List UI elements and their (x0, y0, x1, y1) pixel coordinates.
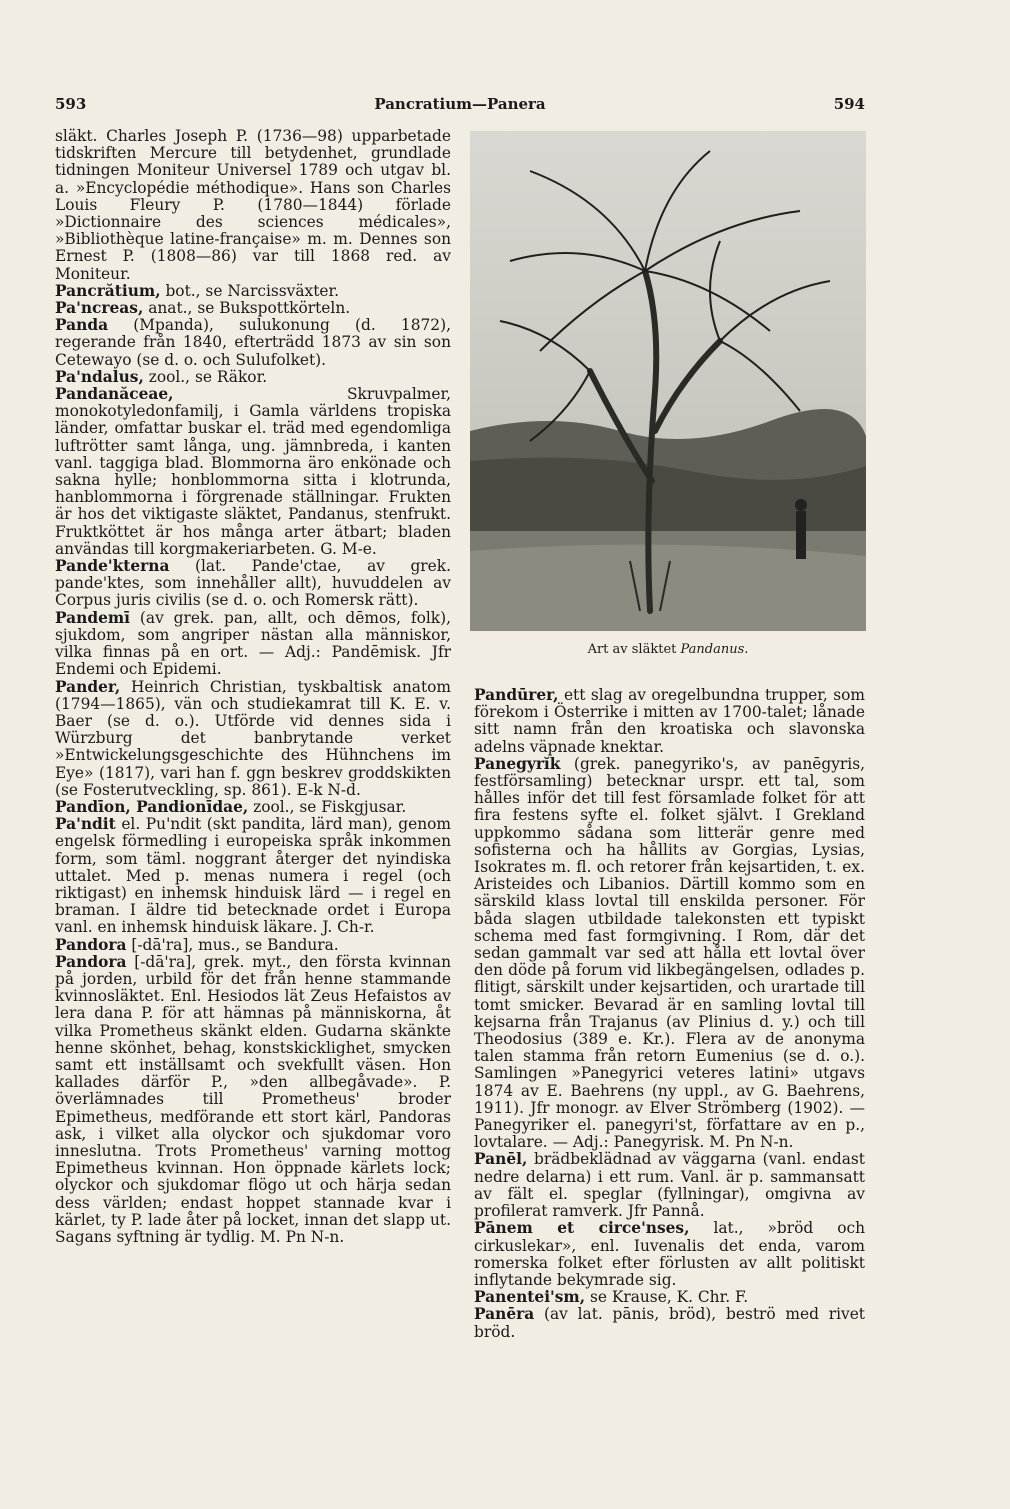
entry-text: (Mpanda), sulukonung (d. 1872), regerande från 1840, efterträdd 1873 av sin son Cetewayo (se d. o. och Sulufolket). (55, 316, 451, 369)
headword: Pander, (55, 677, 121, 696)
entry-text: Heinrich Christian, tyskbaltisk anatom (1794—1865), vän och studiekamrat till K. E. v. Baer (se d. o.). Utförde vid dennes sida i Würzburg det banbrytande verket »Entwickelungsgeschichte des Hühnchens im Eye» (1817), vari han f. ggn beskrev groddskikten (se Fosterutveckling, sp. 861). E-k N-d. (55, 677, 451, 799)
entry-text: (av lat. pānis, bröd), beströ med rivet bröd. (474, 1305, 865, 1341)
entry-text: el. Pu'ndit (skt pandita, lärd man), genom engelsk förmedling i europeiska språk inkommen form, som täml. noggrant återger det nyindiska uttalet. Med p. menas numera i regel (och riktigast) en inhemsk hinduisk lärd — i regel en braman. I äldre tid betecknade ordet i Europa vanl. en inhemsk hinduisk läkare. J. Ch-r. (55, 815, 451, 937)
dictionary-entry (55, 610, 451, 679)
dictionary-entry (55, 954, 451, 1246)
dictionary-entry (55, 283, 451, 300)
entry-text: zool., se Räkor. (143, 367, 268, 386)
right-column (474, 687, 865, 1341)
headword: Pandīon, Pandionīdae, (55, 797, 249, 816)
dictionary-entry (474, 1306, 865, 1340)
dictionary-entry (55, 558, 451, 610)
palm-tree-illustration (470, 131, 866, 631)
headword: Pānem et circe'nses, (474, 1219, 690, 1238)
entry-text: ett slag av oregelbundna trupper, som förekom i Österrike i mitten av 1700-talet; lånade sitt namn från den kroatiska och slavonska adelns väpnade knektar. (474, 686, 865, 756)
headword: Pandora (55, 935, 127, 954)
page-number-left: 593 (55, 95, 87, 113)
entry-text: anat., se Bukspottkörteln. (143, 299, 351, 318)
dictionary-entry (55, 816, 451, 936)
headword: Pa'ncreas, (55, 299, 144, 318)
headword: Pa'ndalus, (55, 367, 144, 386)
entry-text: zool., se Fiskgjusar. (248, 797, 407, 816)
dictionary-entry (55, 300, 451, 317)
entry-text: [-dā'ra], grek. myt., den första kvinnan på jorden, urbild för det från henne stammande kvinnosläktet. Enl. Hesiodos lät Zeus Hefaistos av lera dana P. för att hämnas på människorna, åt vilka Prometheus skänkt elden. Gudarna skänkte henne skönhet, behag, konstskicklighet, smycken samt ett inställsamt och svekfullt väsen. Hon kallades därför P., »den allbegåvade». P. överlämnades till Prometheus' broder Epimetheus, medförande ett stort kärl, Pandoras ask, i vilket alla olyckor och sjukdomar voro inneslutna. Trots Prometheus' varning mottog Epimetheus kvinnan. Hon öppnade kärlets lock; olyckor och sjukdomar flögo ut och härja sedan dess världen; endast hoppet stannade kvar i kärlet, ty P. lade åter på locket, innan det slapp ut. Sagans syftning är tydlig. M. Pn N-n. (55, 952, 451, 1246)
running-title: Pancratium—Panera (374, 95, 546, 113)
entry-text: släkt. Charles Joseph P. (1736—98) upparbetade tidskriften Mercure till betydenhet, grundlade tidningen Moniteur Universel 1789 och utgav bl. a. »Encyclopédie méthodique». Hans son Charles Louis Fleury P. (1780—1844) förlade »Dictionnaire des sciences médicales», »Bibliothèque latine-française» m. m. Dennes son Ernest P. (1808—86) var till 1868 red. av Moniteur. (55, 127, 451, 283)
caption-genus: Pandanus. (680, 642, 749, 657)
dictionary-entry (55, 317, 451, 369)
entry-text: se Krause, K. Chr. F. (585, 1288, 749, 1307)
headword: Pancrătium, (55, 281, 161, 300)
entry-text: bot., se Narcissväxter. (160, 281, 340, 300)
dictionary-entry (55, 679, 451, 799)
running-header (55, 95, 865, 117)
page-number-right: 594 (833, 95, 865, 113)
entry-text: (av grek. pan, allt, och dēmos, folk), sjukdom, som angriper nästan alla människor, vilka finnas på en ort. — Adj.: Pandēmisk. Jfr Endemi och Epidemi. (55, 608, 451, 679)
entry-text: lat., »bröd och cirkuslekar», enl. Iuvenalis det enda, varom romerska folket efter förlusten av allt politiskt inflytande bekymrade sig. (474, 1219, 865, 1289)
headword: Panēra (474, 1305, 535, 1324)
dictionary-entry (55, 128, 451, 283)
dictionary-entry (55, 386, 451, 558)
dictionary-entry (55, 799, 451, 816)
headword: Pande'kterna (55, 557, 170, 576)
entry-text: (grek. panegyriko's, av panēgyris, festförsamling) betecknar urspr. ett tal, som hålles inför det till fest församlade folket för att fira festens syfte el. folket självt. I Grekland uppkommo sådana som litterär genre med sofisterna och ha hållits av Gorgias, Lysias, Isokrates m. fl. och retorer från kejsartiden, t. ex. Aristeides och Libanios. Därtill kommo som en särskild klass lovtal till enskilda personer. För båda slagen utbildade talekonsten ett typiskt schema med fast formgivning. I Rom, där det sedan gammalt var sed att hålla ett lovtal över den döde på forum vid likbegängelsen, odlades p. flitigt, särskilt under kejsartiden, och urartade till tomt smicker. Bevarad är en samling lovtal till kejsarna från Trajanus (av Plinius d. y.) och till Theodosius (389 e. Kr.). Flera av de anonyma talen stamma från retorn Eumenius (se d. o.). Samlingen »Panegyrici veteres latini» utgavs 1874 av E. Baehrens (ny uppl., av G. Baehrens, 1911). Jfr monogr. av Elver Strömberg (1902). — Panegyriker el. panegyri'st, författare av en p., lovtalare. — Adj.: Panegyrisk. M. Pn N-n. (474, 754, 865, 1152)
dictionary-entry (474, 756, 865, 1152)
entry-text: (lat. Pande'ctae, av grek. pande'ktes, som innehåller allt), huvuddelen av Corpus juris civilis (se d. o. och Romersk rätt). (55, 557, 451, 610)
pandanus-photo (470, 131, 866, 631)
dictionary-entry (55, 937, 451, 954)
dictionary-entry (474, 1289, 865, 1306)
figure-caption (470, 642, 866, 657)
entry-text: brädbeklädnad av väggarna (vanl. endast nedre delarna) i ett rum. Vanl. är p. sammansatt av fält el. speglar (fyllningar), omgivna av profilerat ramverk. Jfr Pannå. (474, 1150, 865, 1221)
dictionary-entry (474, 1220, 865, 1289)
left-column (55, 128, 451, 1246)
dictionary-entry (474, 1151, 865, 1220)
headword: Pandora (55, 952, 127, 971)
headword: Pandūrer, (474, 686, 559, 704)
caption-text: Art av släktet (587, 642, 681, 657)
headword: Panegyrĭk (474, 754, 561, 773)
headword: Panda (55, 316, 109, 335)
dictionary-entry (55, 369, 451, 386)
headword: Pandemī (55, 608, 131, 627)
headword: Panēl, (474, 1150, 528, 1169)
entry-text: [-dā'ra], mus., se Bandura. (126, 935, 339, 954)
dictionary-entry (474, 687, 865, 756)
headword: Panentei'sm, (474, 1288, 586, 1307)
entry-text: Skruvpalmer, monokotyledonfamilj, i Gamla världens tropiska länder, omfattar buskar el. träd med egendomliga luftrötter samt långa, ung. jämnbreda, i kanten vanl. taggiga blad. Blommorna äro enkönade och sakna hylle; honblommorna sitta i klotrunda, hanblommorna i förgrenade ställningar. Frukten är hos det viktigaste släktet, Pandanus, stenfrukt. Fruktköttet är hos många arter ätbart; bladen användas till korgmakeriarbeten. G. M-e. (55, 385, 451, 558)
headword: Pa'ndit (55, 815, 116, 834)
headword: Pandanăceae, (55, 385, 174, 404)
